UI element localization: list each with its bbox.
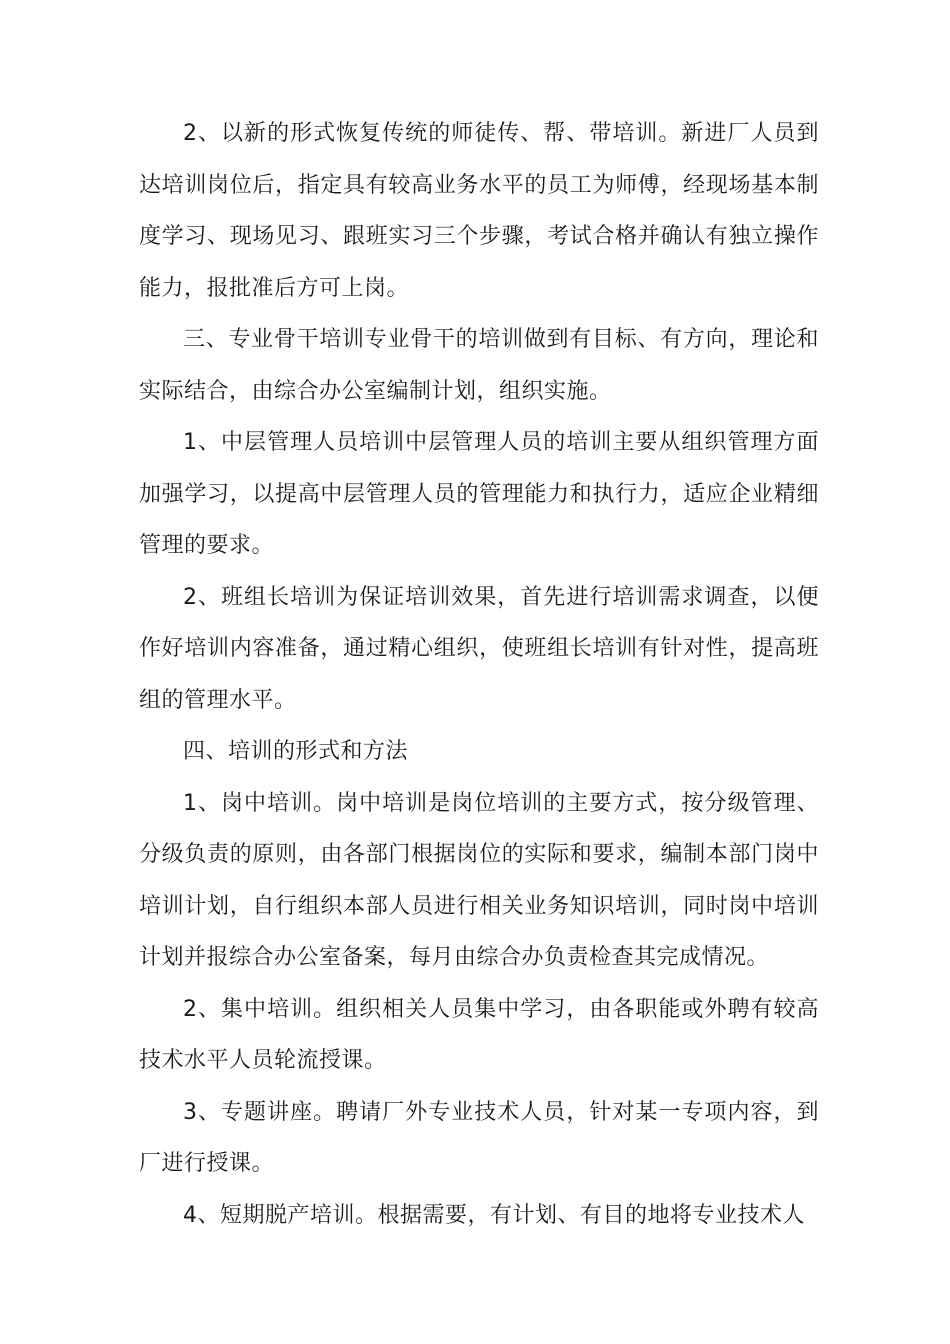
paragraph-on-job-training: 1、岗中培训。岗中培训是岗位培训的主要方式，按分级管理、分级负责的原则，由各部门根据岗位的实际和要求，编制本部门岗中培训计划，自行组织本部人员进行相关业务知识培训，同时岗中培训计划并报综合办公室备案，每月由综合办负责检查其完成情况。 [139, 790, 819, 970]
document-body [139, 108, 819, 1241]
paragraph-mentorship-training: 2、以新的形式恢复传统的师徒传、帮、带培训。新进厂人员到达培训岗位后，指定具有较高业务水平的员工为师傅，经现场基本制度学习、现场见习、跟班实习三个步骤，考试合格并确认有独立操作能力，报批准后方可上岗。 [139, 121, 819, 301]
paragraph-short-term-training: 4、短期脱产培训。根据需要，有计划、有目的地将专业技术人 [183, 1202, 805, 1228]
paragraph-section-3-heading: 三、专业骨干培训专业骨干的培训做到有目标、有方向，理论和实际结合，由综合办公室编制计划，组织实施。 [139, 327, 819, 404]
paragraph-middle-management-training: 1、中层管理人员培训中层管理人员的培训主要从组织管理方面加强学习，以提高中层管理人员的管理能力和执行力，适应企业精细管理的要求。 [139, 430, 819, 558]
paragraph-section-4-heading: 四、培训的形式和方法 [183, 739, 409, 764]
paragraph-team-leader-training: 2、班组长培训为保证培训效果，首先进行培训需求调查，以便作好培训内容准备，通过精心组织，使班组长培训有针对性，提高班组的管理水平。 [139, 584, 819, 713]
paragraph-special-lectures: 3、专题讲座。聘请厂外专业技术人员，针对某一专项内容，到厂进行授课。 [139, 1099, 819, 1176]
paragraph-centralized-training: 2、集中培训。组织相关人员集中学习，由各职能或外聘有较高技术水平人员轮流授课。 [139, 996, 819, 1073]
